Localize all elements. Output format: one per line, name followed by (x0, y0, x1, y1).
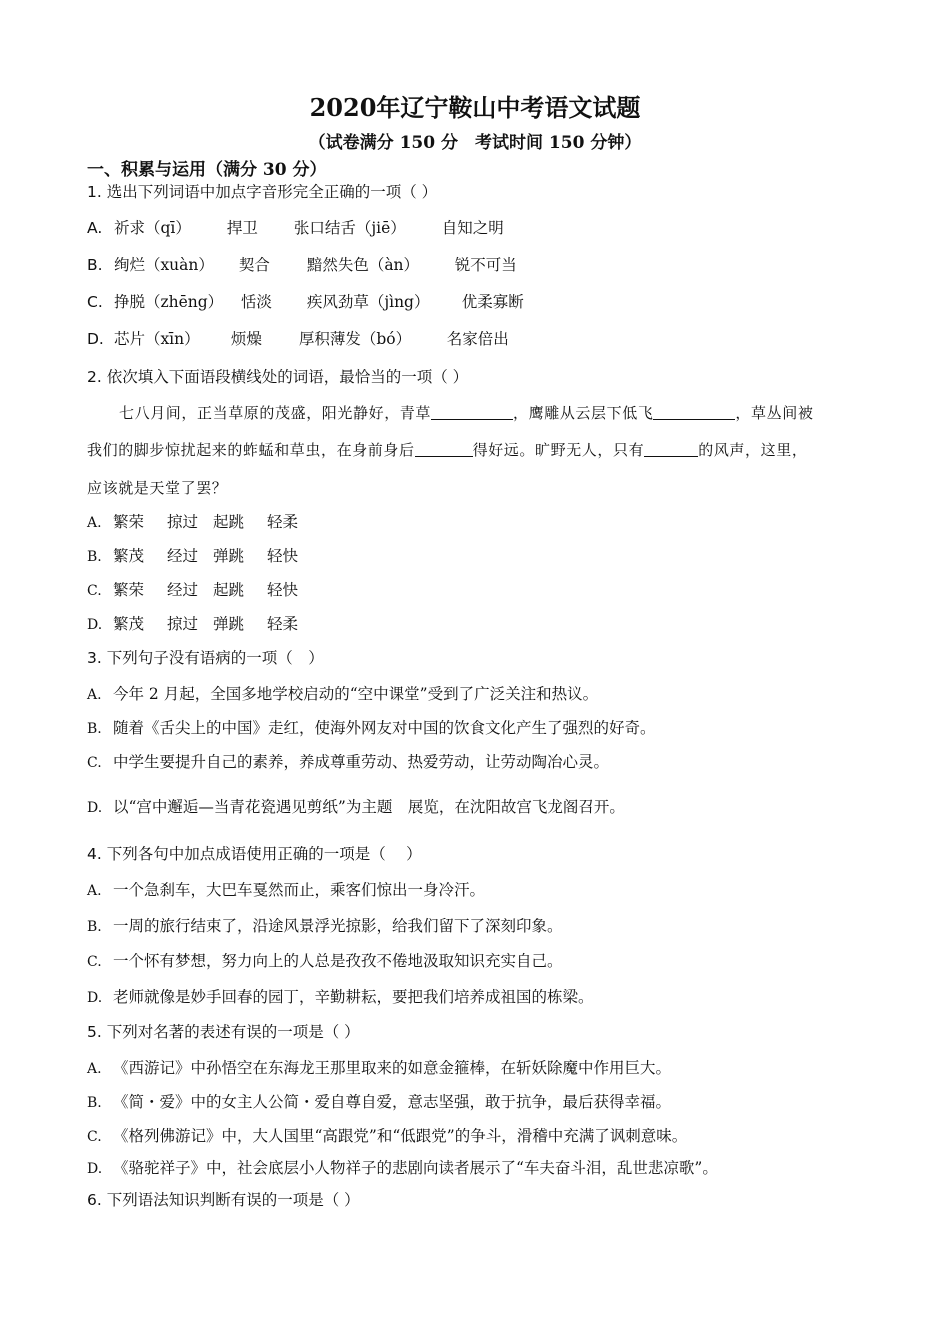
option-text: 《简・爱》中的女主人公简・爱自尊自爱，意志坚强，敢于抗争，最后获得幸福。 (113, 1093, 672, 1111)
question-3-stem: 3. 下列句子没有语病的一项（ ） (87, 649, 324, 667)
option-text: 一个怀有梦想，努力向上的人总是孜孜不倦地汲取知识充实自己。 (113, 952, 563, 970)
passage-text: 的风声，这里， (698, 441, 808, 459)
option-label: B. (87, 721, 102, 737)
question-5-stem: 5. 下列对名著的表述有误的一项是（ ） (87, 1023, 360, 1041)
option-word: 掠过 (167, 513, 199, 531)
option-label: B. (87, 549, 102, 565)
option-label: B. (87, 1095, 102, 1111)
blank-line (431, 405, 513, 420)
page-title: 2020年辽宁鞍山中考语文试题 (309, 93, 641, 122)
passage-text: ，草丛间被 (735, 404, 814, 422)
option-label: A. (87, 1061, 102, 1077)
q4-option-b (87, 914, 563, 936)
q2-option-c (87, 578, 298, 600)
option-text: 随着《舌尖上的中国》走红，使海外网友对中国的饮食文化产生了强烈的好奇。 (113, 719, 656, 737)
option-word: 绚烂（xuàn） (113, 256, 214, 274)
option-label: A. (87, 883, 102, 899)
option-text: 《西游记》中孙悟空在东海龙王那里取来的如意金箍棒，在斩妖除魔中作用巨大。 (113, 1059, 672, 1077)
option-label: C. (87, 954, 102, 970)
blank-line (653, 405, 735, 420)
blank-line (415, 442, 473, 457)
question-6-stem: 6. 下列语法知识判断有误的一项是（ ） (87, 1191, 360, 1209)
option-word: 祈求（qī） (113, 219, 191, 237)
option-text: 老师就像是妙手回春的园丁，辛勤耕耘，要把我们培养成祖国的栋梁。 (113, 988, 594, 1006)
option-word: 自知之明 (441, 219, 504, 237)
option-word: 芯片（xīn） (113, 330, 200, 348)
passage-text: ，鹰雕从云层下低飞 (513, 404, 654, 422)
q1-option-b (87, 253, 517, 275)
option-label: D. (87, 800, 103, 816)
option-word: 优柔寡断 (461, 293, 524, 311)
q4-option-a (87, 878, 485, 900)
option-word: 繁茂 (113, 615, 145, 633)
question-4-stem: 4. 下列各句中加点成语使用正确的一项是（ ） (87, 845, 422, 863)
option-word: 繁荣 (113, 581, 145, 599)
option-label: D. (87, 617, 103, 633)
option-word: 弹跳 (213, 547, 245, 565)
option-word: 弹跳 (213, 615, 245, 633)
q5-option-a (87, 1056, 671, 1078)
q1-option-c (87, 290, 524, 312)
option-word: 烦燥 (230, 330, 262, 348)
q5-option-c (87, 1124, 687, 1146)
option-word: 掠过 (167, 615, 199, 633)
option-label: A. (87, 515, 102, 531)
q2-passage-line-2 (87, 439, 867, 460)
q2-option-a (87, 510, 298, 532)
option-word: 轻快 (267, 547, 299, 565)
q2-option-d (87, 612, 298, 634)
option-label: B. (87, 256, 103, 274)
option-label: C. (87, 1129, 102, 1145)
passage-text: 我们的脚步惊扰起来的蚱蜢和草虫，在身前身后 (87, 441, 415, 459)
q2-option-b (87, 544, 298, 566)
option-word: 经过 (167, 581, 199, 599)
option-label: B. (87, 919, 102, 935)
option-word: 轻柔 (267, 513, 299, 531)
option-word: 黯然失色（àn） (306, 256, 420, 274)
option-text: 《骆驼祥子》中，社会底层小人物祥子的悲剧向读者展示了“车夫奋斗泪，乱世悲凉歌”。 (113, 1159, 718, 1177)
option-word: 挣脱（zhēng） (113, 293, 224, 311)
q3-option-d (87, 795, 625, 817)
q1-option-d (87, 327, 509, 349)
exam-subtitle: （试卷满分 150 分 考试时间 150 分钟） (308, 133, 642, 153)
q4-option-c (87, 949, 563, 971)
option-text: 一个急刹车，大巴车戛然而止，乘客们惊出一身冷汗。 (113, 881, 486, 899)
section-heading: 一、积累与运用（满分 30 分） (87, 160, 327, 180)
q3-option-b (87, 716, 656, 738)
option-word: 经过 (167, 547, 199, 565)
option-word: 起跳 (213, 513, 245, 531)
option-word: 捍卫 (226, 219, 258, 237)
option-text: 《格列佛游记》中，大人国里“高跟党”和“低跟党”的争斗，滑稽中充满了讽刺意味。 (113, 1127, 688, 1145)
option-label: A. (87, 687, 102, 703)
option-label: D. (87, 330, 104, 348)
option-label: C. (87, 755, 102, 771)
passage-text: 得好远。旷野无人，只有 (472, 441, 645, 459)
option-label: C. (87, 293, 103, 311)
passage-text: 七八月间，正当草原的茂盛，阳光静好，青草 (119, 404, 432, 422)
option-label: D. (87, 990, 103, 1006)
option-text: 中学生要提升自己的素养，养成尊重劳动、热爱劳动，让劳动陶冶心灵。 (113, 753, 610, 771)
option-label: D. (87, 1161, 103, 1177)
q1-option-a (87, 216, 504, 238)
q3-option-a (87, 682, 598, 704)
option-word: 契合 (238, 256, 270, 274)
option-word: 繁茂 (113, 547, 145, 565)
option-label: C. (87, 583, 102, 599)
q2-passage-line-3: 应该就是天堂了罢？ (87, 479, 228, 497)
option-word: 名家倍出 (446, 330, 509, 348)
option-word: 轻快 (267, 581, 299, 599)
option-word: 张口结舌（jiē） (293, 219, 406, 237)
q2-passage-line-1 (119, 402, 869, 423)
option-label: A. (87, 219, 103, 237)
option-word: 锐不可当 (454, 256, 517, 274)
option-word: 轻柔 (267, 615, 299, 633)
question-2-stem: 2. 依次填入下面语段横线处的词语，最恰当的一项（ ） (87, 368, 469, 386)
option-text: 以“宫中邂逅—当青花瓷遇见剪纸”为主题 展览，在沈阳故宫飞龙阁召开。 (113, 798, 625, 816)
option-word: 起跳 (213, 581, 245, 599)
option-word: 繁荣 (113, 513, 145, 531)
q3-option-c (87, 750, 609, 772)
option-word: 厚积薄发（bó） (298, 330, 412, 348)
option-word: 恬淡 (240, 293, 272, 311)
question-1-stem: 1. 选出下列词语中加点字音形完全正确的一项（ ） (87, 183, 438, 201)
q4-option-d (87, 985, 594, 1007)
blank-line (644, 442, 698, 457)
option-word: 疾风劲草（jìng） (306, 293, 430, 311)
q5-option-d (87, 1156, 718, 1178)
option-text: 今年 2 月起，全国多地学校启动的“空中课堂”受到了广泛关注和热议。 (113, 685, 599, 703)
q5-option-b (87, 1090, 671, 1112)
option-text: 一周的旅行结束了，沿途风景浮光掠影，给我们留下了深刻印象。 (113, 917, 563, 935)
